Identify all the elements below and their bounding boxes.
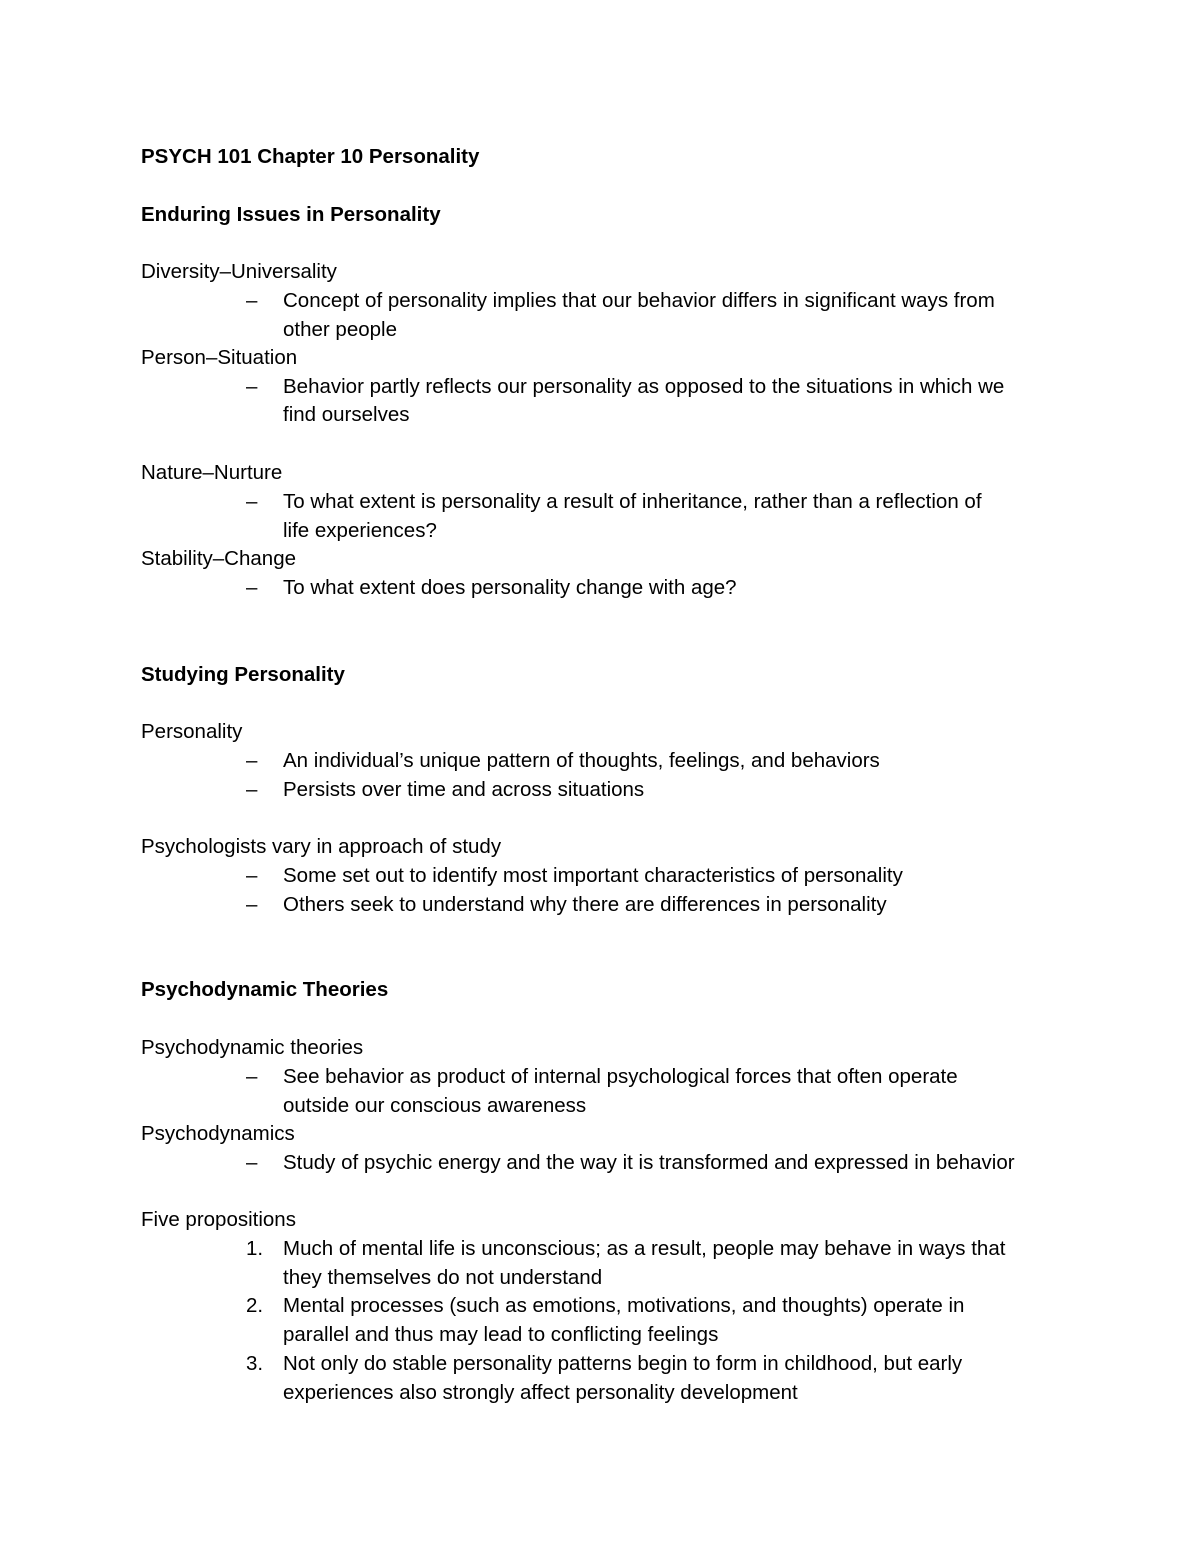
bullet-text: See behavior as product of internal psychological forces that often operate [283, 1065, 958, 1088]
dash-bullet: – [246, 375, 258, 398]
bullet-text: Concept of personality implies that our behavior differs in significant ways from [283, 289, 995, 312]
term-stability-change: Stability–Change [141, 547, 296, 570]
bullet-text-continued: life experiences? [283, 519, 437, 542]
bullet-text: To what extent is personality a result of inheritance, rather than a reflection of [283, 490, 982, 513]
bullet-text-continued: find ourselves [283, 403, 410, 426]
term-person-situation: Person–Situation [141, 346, 298, 369]
document-title: PSYCH 101 Chapter 10 Personality [141, 145, 480, 168]
term-psychodynamic-theories: Psychodynamic theories [141, 1036, 364, 1059]
bullet-text: Others seek to understand why there are differences in personality [283, 893, 887, 916]
dash-bullet: – [246, 576, 258, 599]
dash-bullet: – [246, 1065, 258, 1088]
dash-bullet: – [246, 490, 258, 513]
bullet-text: Some set out to identify most important characteristics of personality [283, 864, 903, 887]
dash-bullet: – [246, 893, 258, 916]
numbered-item-text-continued: parallel and thus may lead to conflicting feelings [283, 1323, 719, 1346]
bullet-text: Study of psychic energy and the way it is transformed and expressed in behavior [283, 1151, 1015, 1174]
dash-bullet: – [246, 778, 258, 801]
term-psychologists-vary: Psychologists vary in approach of study [141, 835, 502, 858]
term-psychodynamics: Psychodynamics [141, 1122, 295, 1145]
bullet-text-continued: outside our conscious awareness [283, 1094, 587, 1117]
bullet-text: Persists over time and across situations [283, 778, 645, 801]
numbered-item-text: Much of mental life is unconscious; as a result, people may behave in ways that [283, 1237, 1006, 1260]
dash-bullet: – [246, 1151, 258, 1174]
term-nature-nurture: Nature–Nurture [141, 461, 283, 484]
term-five-propositions: Five propositions [141, 1208, 296, 1231]
dash-bullet: – [246, 289, 258, 312]
term-personality: Personality [141, 720, 243, 743]
bullet-text: To what extent does personality change with age? [283, 576, 737, 599]
numbered-item-text-continued: experiences also strongly affect personality development [283, 1381, 798, 1404]
bullet-text: Behavior partly reflects our personality as opposed to the situations in which we [283, 375, 1005, 398]
dash-bullet: – [246, 864, 258, 887]
term-diversity-universality: Diversity–Universality [141, 260, 337, 283]
numbered-item-text: Not only do stable personality patterns begin to form in childhood, but early [283, 1352, 963, 1375]
list-number: 1. [246, 1237, 264, 1260]
numbered-item-text-continued: they themselves do not understand [283, 1266, 603, 1289]
bullet-text-continued: other people [283, 318, 397, 341]
section-heading-studying-personality: Studying Personality [141, 663, 345, 686]
list-number: 3. [246, 1352, 264, 1375]
bullet-text: An individual’s unique pattern of thoughts, feelings, and behaviors [283, 749, 880, 772]
section-heading-enduring-issues: Enduring Issues in Personality [141, 203, 441, 226]
list-number: 2. [246, 1294, 264, 1317]
numbered-item-text: Mental processes (such as emotions, motivations, and thoughts) operate in [283, 1294, 965, 1317]
dash-bullet: – [246, 749, 258, 772]
section-heading-psychodynamic-theories: Psychodynamic Theories [141, 978, 389, 1001]
